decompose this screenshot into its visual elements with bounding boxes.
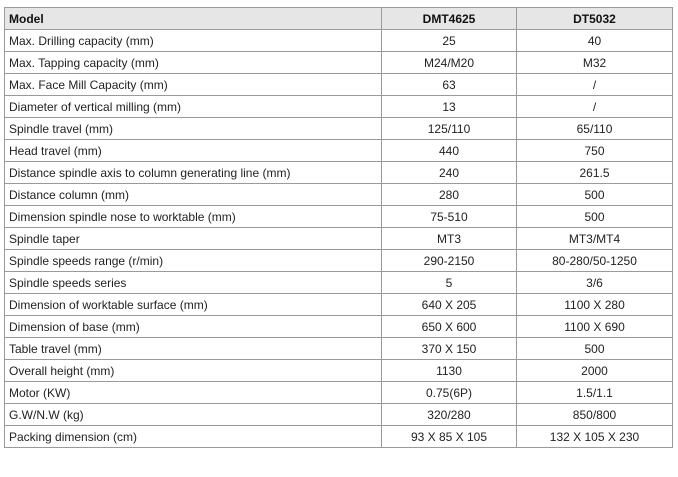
spec-value-dt5032: /	[517, 74, 673, 96]
table-row	[5, 206, 673, 228]
spec-value-dmt4625: 240	[382, 162, 517, 184]
spec-value-dmt4625: 5	[382, 272, 517, 294]
spec-value-dt5032: 1100 X 690	[517, 316, 673, 338]
spec-value-dmt4625: 13	[382, 96, 517, 118]
spec-value-dmt4625: 1130	[382, 360, 517, 382]
spec-value-dmt4625: 280	[382, 184, 517, 206]
spec-value-dt5032: MT3/MT4	[517, 228, 673, 250]
spec-label: Spindle speeds range (r/min)	[5, 250, 382, 272]
spec-label: Spindle speeds series	[5, 272, 382, 294]
table-row	[5, 426, 673, 448]
spec-label: Motor (KW)	[5, 382, 382, 404]
spec-value-dt5032: /	[517, 96, 673, 118]
table-row	[5, 140, 673, 162]
table-row	[5, 52, 673, 74]
spec-label: G.W/N.W (kg)	[5, 404, 382, 426]
spec-value-dt5032: 261.5	[517, 162, 673, 184]
spec-label: Dimension of base (mm)	[5, 316, 382, 338]
table-body	[5, 30, 673, 448]
table-row	[5, 184, 673, 206]
spec-label: Spindle travel (mm)	[5, 118, 382, 140]
table-row	[5, 118, 673, 140]
spec-value-dt5032: 1.5/1.1	[517, 382, 673, 404]
table-row	[5, 316, 673, 338]
spec-value-dmt4625: 125/110	[382, 118, 517, 140]
spec-label: Packing dimension (cm)	[5, 426, 382, 448]
spec-value-dt5032: 500	[517, 338, 673, 360]
header-dt5032: DT5032	[517, 8, 673, 30]
spec-value-dmt4625: 0.75(6P)	[382, 382, 517, 404]
spec-label: Table travel (mm)	[5, 338, 382, 360]
spec-value-dmt4625: 63	[382, 74, 517, 96]
table-row	[5, 294, 673, 316]
spec-table	[4, 7, 673, 448]
spec-value-dt5032: 40	[517, 30, 673, 52]
table-row	[5, 30, 673, 52]
spec-label: Overall height (mm)	[5, 360, 382, 382]
spec-label: Diameter of vertical milling (mm)	[5, 96, 382, 118]
spec-value-dmt4625: 370 X 150	[382, 338, 517, 360]
spec-label: Spindle taper	[5, 228, 382, 250]
spec-value-dmt4625: MT3	[382, 228, 517, 250]
spec-label: Dimension spindle nose to worktable (mm)	[5, 206, 382, 228]
table-row	[5, 228, 673, 250]
spec-value-dt5032: 500	[517, 206, 673, 228]
spec-value-dt5032: 2000	[517, 360, 673, 382]
spec-value-dmt4625: 320/280	[382, 404, 517, 426]
spec-value-dt5032: 500	[517, 184, 673, 206]
table-row	[5, 96, 673, 118]
header-model: Model	[5, 8, 382, 30]
spec-value-dt5032: 132 X 105 X 230	[517, 426, 673, 448]
spec-label: Head travel (mm)	[5, 140, 382, 162]
spec-value-dmt4625: 650 X 600	[382, 316, 517, 338]
spec-value-dmt4625: 440	[382, 140, 517, 162]
table-row	[5, 74, 673, 96]
spec-label: Distance spindle axis to column generating line (mm)	[5, 162, 382, 184]
spec-label: Dimension of worktable surface (mm)	[5, 294, 382, 316]
spec-value-dt5032: 750	[517, 140, 673, 162]
spec-label: Max. Face Mill Capacity (mm)	[5, 74, 382, 96]
spec-value-dmt4625: 290-2150	[382, 250, 517, 272]
spec-value-dt5032: 3/6	[517, 272, 673, 294]
spec-value-dmt4625: 75-510	[382, 206, 517, 228]
spec-label: Distance column (mm)	[5, 184, 382, 206]
spec-value-dmt4625: 640 X 205	[382, 294, 517, 316]
spec-value-dmt4625: M24/M20	[382, 52, 517, 74]
table-header-row	[5, 8, 673, 30]
spec-value-dt5032: 1100 X 280	[517, 294, 673, 316]
table-row	[5, 162, 673, 184]
spec-value-dt5032: 65/110	[517, 118, 673, 140]
spec-label: Max. Tapping capacity (mm)	[5, 52, 382, 74]
spec-value-dmt4625: 93 X 85 X 105	[382, 426, 517, 448]
spec-value-dt5032: 80-280/50-1250	[517, 250, 673, 272]
header-dmt4625: DMT4625	[382, 8, 517, 30]
table-row	[5, 272, 673, 294]
table-row	[5, 250, 673, 272]
spec-value-dmt4625: 25	[382, 30, 517, 52]
spec-value-dt5032: M32	[517, 52, 673, 74]
table-row	[5, 360, 673, 382]
table-row	[5, 382, 673, 404]
spec-label: Max. Drilling capacity (mm)	[5, 30, 382, 52]
table-row	[5, 338, 673, 360]
table-row	[5, 404, 673, 426]
spec-value-dt5032: 850/800	[517, 404, 673, 426]
